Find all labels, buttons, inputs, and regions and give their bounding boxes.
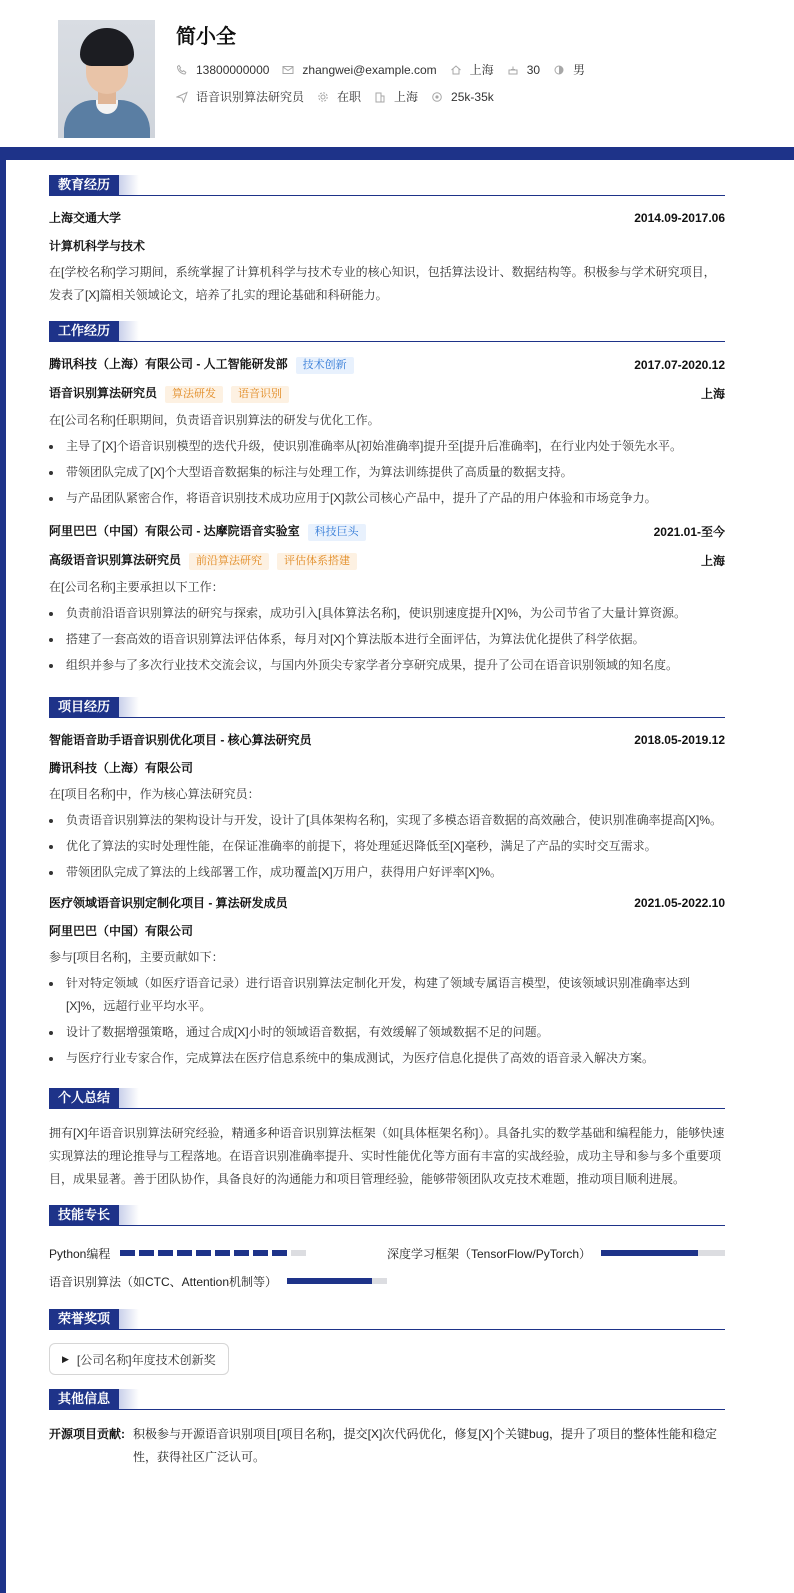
list-item: 与医疗行业专家合作，完成算法在医疗信息系统中的集成测试，为医疗信息化提供了高效的语音录入解决方案。 bbox=[49, 1047, 725, 1070]
list-item: 搭建了一套高效的语音识别算法评估体系，每月对[X]个算法版本进行全面评估，为算法优化提供了科学依据。 bbox=[49, 628, 725, 651]
other-header bbox=[49, 1389, 725, 1410]
skill-segment bbox=[139, 1250, 154, 1256]
skill-item bbox=[49, 1267, 387, 1295]
coin-icon bbox=[431, 91, 443, 103]
work-bullets bbox=[49, 435, 725, 510]
skill-name: 深度学习框架（TensorFlow/PyTorch） bbox=[387, 1246, 592, 1261]
skill-name: Python编程 bbox=[49, 1246, 111, 1261]
project-name-row bbox=[49, 894, 725, 912]
job-intent-row bbox=[176, 88, 507, 105]
skill-segment bbox=[177, 1250, 192, 1256]
list-item: 负责语音识别算法的架构设计与开发，设计了[具体架构名称]，实现了多模态语音数据的高效融合，使识别准确率提高[X]%。 bbox=[49, 809, 725, 832]
cake-icon bbox=[507, 64, 519, 76]
work-role-row bbox=[49, 384, 725, 403]
project-intro: 参与[项目名称]，主要贡献如下： bbox=[49, 950, 224, 964]
work-bullets bbox=[49, 602, 725, 677]
list-item: 与产品团队紧密合作，将语音识别技术成功应用于[X]款公司核心产品中，提升了产品的用户体验和市场竞争力。 bbox=[49, 487, 725, 510]
skill-segment bbox=[196, 1250, 211, 1256]
section-title: 工作经历 bbox=[49, 321, 119, 341]
work-intro: 在[公司名称]任职期间，负责语音识别算法的研发与优化工作。 bbox=[49, 413, 380, 427]
status-text: 在职 bbox=[337, 90, 362, 104]
skill-level-bar bbox=[601, 1250, 725, 1256]
gender-text: 男 bbox=[573, 63, 586, 77]
target-city-text: 上海 bbox=[394, 90, 419, 104]
status-info bbox=[317, 88, 361, 105]
resume-header bbox=[0, 0, 794, 147]
project-company: 阿里巴巴（中国）有限公司 bbox=[49, 924, 194, 938]
work-header bbox=[49, 321, 725, 342]
other-text: 积极参与开源语音识别项目[项目名称]，提交[X]次代码优化，修复[X]个关键bug，提升了项目的整体性能和稳定性，获得社区广泛认可。 bbox=[133, 1427, 718, 1464]
major-name: 计算机科学与技术 bbox=[49, 239, 146, 253]
summary-header bbox=[49, 1088, 725, 1109]
list-item: 负责前沿语音识别算法的研究与探索，成功引入[具体算法名称]，使识别速度提升[X]%，为公司节省了大量计算资源。 bbox=[49, 602, 725, 625]
avatar-hair-shape bbox=[80, 28, 134, 66]
project-period: 2018.05-2019.12 bbox=[634, 733, 725, 747]
education-row bbox=[49, 209, 725, 227]
avatar-photo bbox=[58, 20, 155, 138]
section-title: 荣誉奖项 bbox=[49, 1309, 119, 1329]
work-role: 语音识别算法研究员 算法研发 语音识别 bbox=[49, 384, 289, 403]
work-location: 上海 bbox=[700, 553, 725, 568]
project-name: 智能语音助手语音识别优化项目 - 核心算法研究员 bbox=[49, 733, 312, 747]
skill-segment bbox=[120, 1250, 135, 1256]
work-item bbox=[49, 522, 725, 677]
work-item bbox=[49, 355, 725, 510]
city-info bbox=[450, 61, 494, 78]
section-title: 教育经历 bbox=[49, 175, 119, 195]
work-intro: 在[公司名称]主要承担以下工作： bbox=[49, 580, 224, 594]
work-role: 高级语音识别算法研究员 前沿算法研究 评估体系搭建 bbox=[49, 551, 357, 570]
section-title: 其他信息 bbox=[49, 1389, 119, 1409]
other-label: 开源项目贡献: bbox=[49, 1427, 125, 1441]
age-text: 30 bbox=[526, 62, 541, 77]
summary-text: 拥有[X]年语音识别算法研究经验，精通多种语音识别算法框架（如[具体框架名称]）。具备扎实的数学基础和编程能力，能够快速实现算法的理论推导与工程落地。在语音识别准确率提升、实时性能优化等方面有丰富的实战经验，成功主导和参与多个重要项目，成果显著。善于团队协作，具备良好的沟通能力和项目管理经验，能够带领团队攻克技术难题，推动项目顺利进展。 bbox=[49, 1126, 725, 1186]
role-tag: 语音识别 bbox=[231, 386, 289, 403]
candidate-name: 简小全 bbox=[176, 26, 236, 48]
project-name-row bbox=[49, 731, 725, 749]
list-item: 主导了[X]个语音识别模型的迭代升级，使识别准确率从[初始准确率]提升至[提升后准确率]，在行业内处于领先水平。 bbox=[49, 435, 725, 458]
education-description: 在[学校名称]学习期间，系统掌握了计算机科学与技术专业的核心知识，包括算法设计、数据结构等。积极参与学术研究项目，发表了[X]篇相关领域论文，培养了扎实的理论基础和科研能力。 bbox=[49, 265, 716, 302]
play-triangle-icon: ▶ bbox=[62, 1353, 69, 1364]
projects-section bbox=[49, 697, 725, 1070]
awards-header bbox=[49, 1309, 725, 1330]
section-title: 个人总结 bbox=[49, 1088, 119, 1108]
building-icon bbox=[374, 91, 386, 103]
project-bullets bbox=[49, 972, 725, 1070]
skill-level-bar bbox=[287, 1278, 387, 1284]
gender-info bbox=[553, 61, 585, 78]
project-bullets bbox=[49, 809, 725, 884]
list-item: 带领团队完成了算法的上线部署工作，成功覆盖[X]万用户，获得用户好评率[X]%。 bbox=[49, 861, 725, 884]
list-item: 优化了算法的实时处理性能，在保证准确率的前提下，将处理延迟降低至[X]毫秒，满足了产品的实时交互需求。 bbox=[49, 835, 725, 858]
section-title: 技能专长 bbox=[49, 1205, 119, 1225]
role-tag: 前沿算法研究 bbox=[189, 553, 269, 570]
project-item bbox=[49, 731, 725, 884]
work-location: 上海 bbox=[700, 386, 725, 401]
skill-level-bar bbox=[120, 1250, 310, 1256]
email-text: zhangwei@example.com bbox=[302, 62, 437, 77]
work-role-row bbox=[49, 551, 725, 570]
education-period: 2014.09-2017.06 bbox=[634, 211, 725, 225]
project-intro: 在[项目名称]中，作为核心算法研究员： bbox=[49, 787, 260, 801]
position-info bbox=[176, 88, 304, 105]
left-border bbox=[0, 0, 6, 1593]
skills-section bbox=[49, 1205, 725, 1295]
skill-item bbox=[49, 1239, 387, 1267]
education-section bbox=[49, 175, 725, 307]
age-info bbox=[507, 63, 540, 77]
work-company: 阿里巴巴（中国）有限公司 - 达摩院语音实验室 科技巨头 bbox=[49, 522, 366, 541]
project-name: 医疗领域语音识别定制化项目 - 算法研发成员 bbox=[49, 896, 288, 910]
skill-segment bbox=[253, 1250, 268, 1256]
award-item[interactable] bbox=[49, 1343, 229, 1375]
project-company: 腾讯科技（上海）有限公司 bbox=[49, 761, 194, 775]
work-company-row bbox=[49, 355, 725, 374]
work-company: 腾讯科技（上海）有限公司 - 人工智能研发部 技术创新 bbox=[49, 355, 354, 374]
skill-item bbox=[387, 1239, 725, 1267]
role-tag: 算法研发 bbox=[165, 386, 223, 403]
section-title: 项目经历 bbox=[49, 697, 119, 717]
list-item: 设计了数据增强策略，通过合成[X]小时的领域语音数据，有效缓解了领域数据不足的问题。 bbox=[49, 1021, 725, 1044]
home-icon bbox=[450, 64, 462, 76]
skill-segment bbox=[234, 1250, 249, 1256]
mail-icon bbox=[282, 64, 294, 76]
phone-text: 13800000000 bbox=[196, 62, 270, 77]
skill-segment bbox=[272, 1250, 287, 1256]
resume-body bbox=[49, 175, 725, 1483]
skills-header bbox=[49, 1205, 725, 1226]
school-name: 上海交通大学 bbox=[49, 211, 122, 225]
projects-header bbox=[49, 697, 725, 718]
salary-text: 25k-35k bbox=[451, 89, 494, 104]
work-section bbox=[49, 321, 725, 677]
project-company-row bbox=[49, 922, 725, 940]
skill-level-fill bbox=[287, 1278, 372, 1284]
company-tag: 科技巨头 bbox=[308, 524, 366, 541]
work-period: 2017.07-2020.12 bbox=[634, 357, 725, 372]
gear-icon bbox=[317, 91, 329, 103]
city-text: 上海 bbox=[469, 63, 494, 77]
company-tag: 技术创新 bbox=[296, 357, 354, 374]
other-item bbox=[49, 1423, 725, 1469]
phone-info bbox=[176, 63, 269, 77]
education-header bbox=[49, 175, 725, 196]
skill-name: 语音识别算法（如CTC、Attention机制等） bbox=[49, 1274, 278, 1289]
major-row bbox=[49, 237, 725, 255]
target-city-info bbox=[374, 88, 418, 105]
summary-section bbox=[49, 1088, 725, 1191]
phone-icon bbox=[176, 64, 188, 76]
skill-segment bbox=[291, 1250, 306, 1256]
other-section bbox=[49, 1389, 725, 1469]
awards-section bbox=[49, 1309, 725, 1375]
list-item: 组织并参与了多次行业技术交流会议，与国内外顶尖专家学者分享研究成果，提升了公司在语音识别领域的知名度。 bbox=[49, 654, 725, 677]
project-item bbox=[49, 894, 725, 1070]
skills-list bbox=[49, 1239, 725, 1295]
work-company-row bbox=[49, 522, 725, 541]
project-company-row bbox=[49, 759, 725, 777]
position-text: 语音识别算法研究员 bbox=[196, 90, 305, 104]
gender-icon bbox=[553, 64, 565, 76]
skill-segment bbox=[158, 1250, 173, 1256]
skill-segment bbox=[215, 1250, 230, 1256]
skill-level-fill bbox=[601, 1250, 698, 1256]
salary-info bbox=[431, 90, 494, 104]
contact-row bbox=[176, 61, 598, 78]
work-period: 2021.01-至今 bbox=[653, 524, 725, 539]
email-info bbox=[282, 63, 436, 77]
list-item: 针对特定领域（如医疗语音记录）进行语音识别算法定制化开发，构建了领域专属语言模型，使该领域识别准确率达到[X]%，远超行业平均水平。 bbox=[49, 972, 725, 1018]
award-name: [公司名称]年度技术创新奖 bbox=[76, 1352, 216, 1367]
project-period: 2021.05-2022.10 bbox=[634, 896, 725, 910]
send-icon bbox=[176, 91, 188, 103]
list-item: 带领团队完成了[X]个大型语音数据集的标注与处理工作，为算法训练提供了高质量的数据支持。 bbox=[49, 461, 725, 484]
role-tag: 评估体系搭建 bbox=[277, 553, 357, 570]
